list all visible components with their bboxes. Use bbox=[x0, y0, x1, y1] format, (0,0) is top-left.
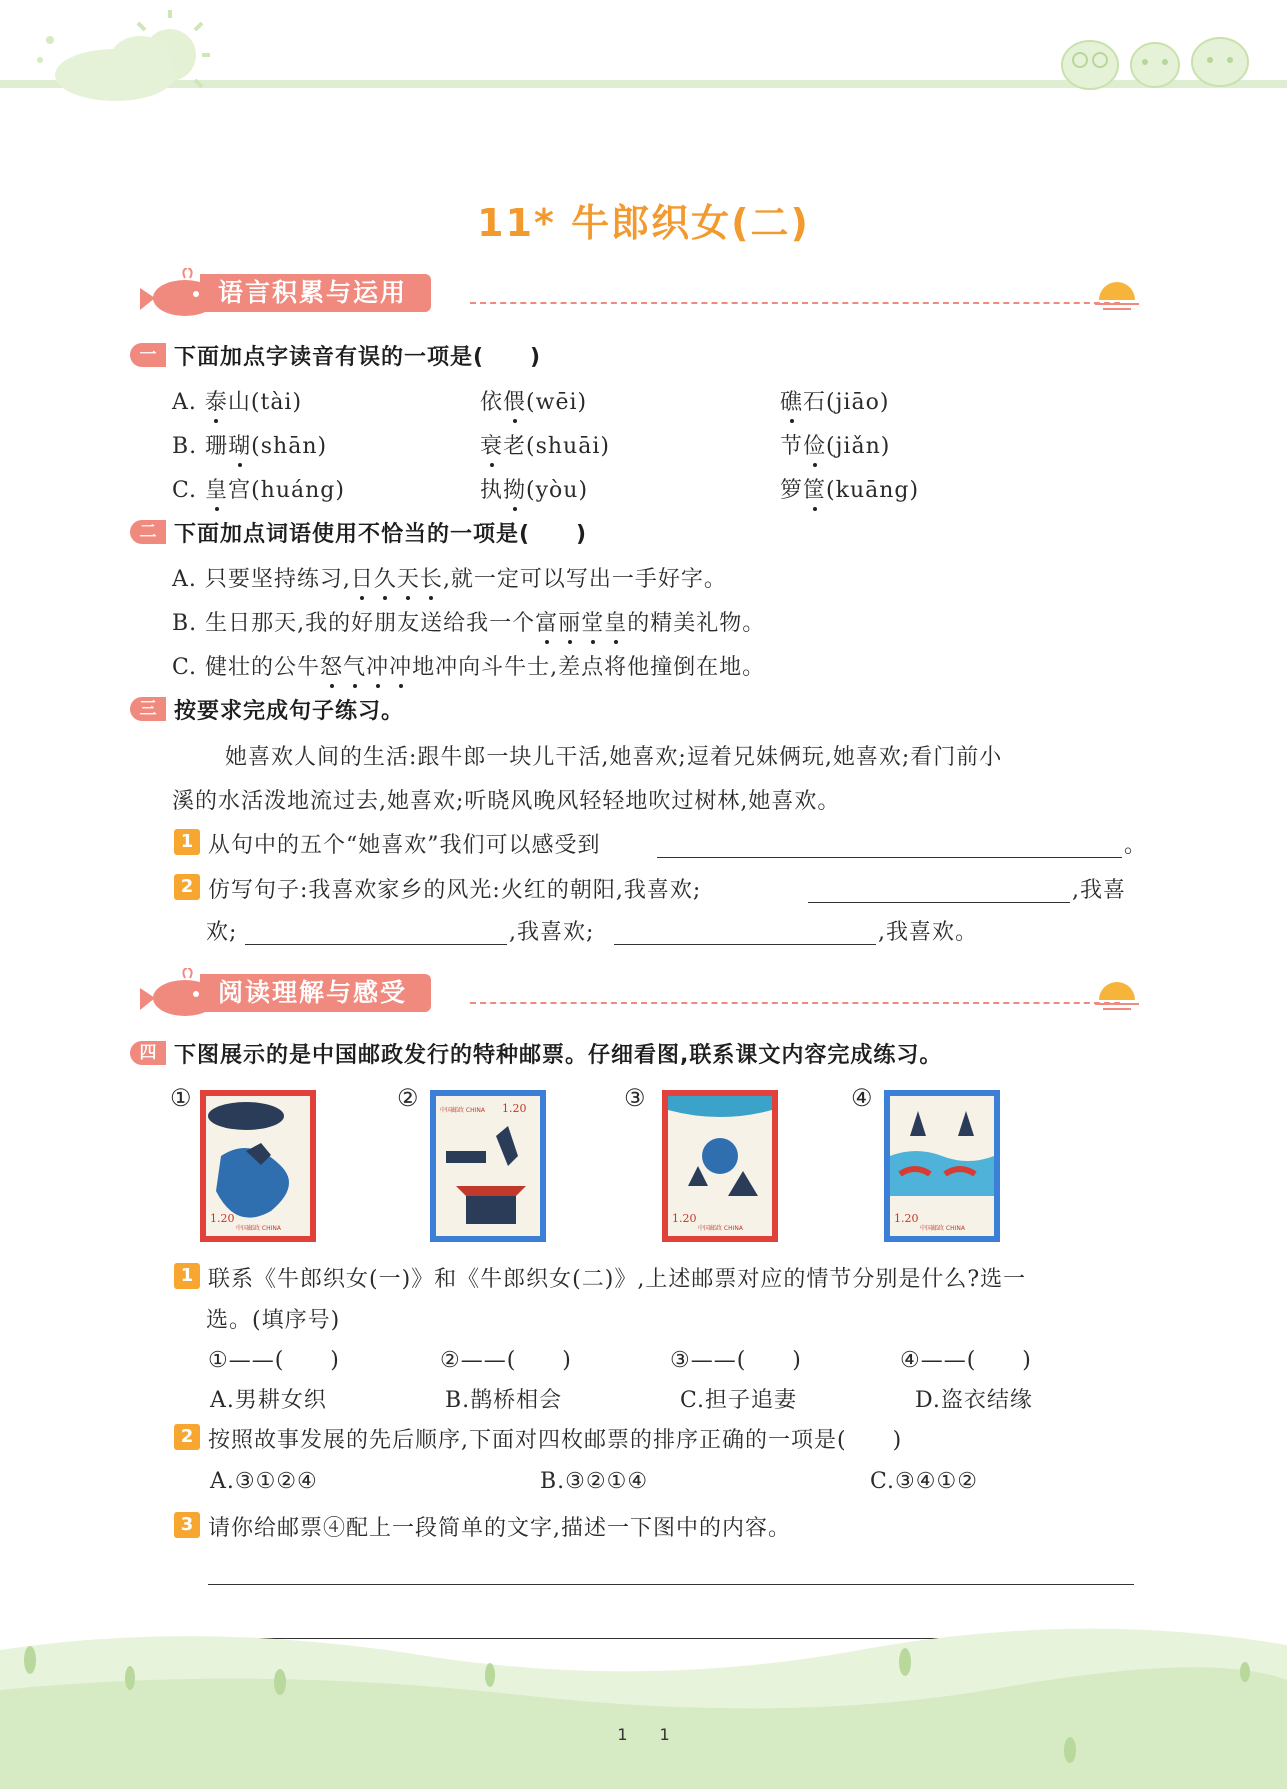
q1-b1: B. 珊瑚(shān) bbox=[172, 429, 327, 460]
svg-text:中国邮政 CHINA: 中国邮政 CHINA bbox=[236, 1225, 281, 1232]
question-prompt: 下图展示的是中国邮政发行的特种邮票。仔细看图,联系课文内容完成练习。 bbox=[174, 1043, 943, 1068]
writing-line[interactable] bbox=[208, 1583, 1134, 1585]
punctuation: 。 bbox=[1124, 833, 1148, 858]
stamp-3 bbox=[662, 1090, 778, 1242]
question-prompt: 按要求完成句子练习。 bbox=[174, 699, 405, 724]
sub-question-number: 2 bbox=[174, 874, 200, 900]
svg-text:中国邮政 CHINA: 中国邮政 CHINA bbox=[698, 1225, 743, 1232]
clouds-figures-illustration bbox=[206, 1096, 310, 1236]
sub-question-text: ,我喜 bbox=[1072, 878, 1126, 903]
answer-blank[interactable] bbox=[614, 943, 876, 945]
question-prompt: 下面加点词语使用不恰当的一项是( ) bbox=[174, 522, 588, 547]
svg-text:1.20: 1.20 bbox=[502, 1102, 527, 1115]
stamp-label: ① bbox=[170, 1084, 192, 1112]
answer-blank[interactable] bbox=[245, 943, 507, 945]
svg-text:中国邮政 CHINA: 中国邮政 CHINA bbox=[920, 1225, 965, 1232]
match-pair[interactable]: ④——( ) bbox=[900, 1348, 1032, 1373]
sun-cloud-icon bbox=[20, 10, 210, 110]
passage-line: 溪的水活泼地流过去,她喜欢;听晓风晚风轻轻地吹过树林,她喜欢。 bbox=[172, 789, 841, 814]
order-option[interactable]: C.③④①② bbox=[870, 1469, 978, 1494]
sub-question-text: ,我喜欢。 bbox=[878, 920, 978, 945]
sub-question-text: 联系《牛郎织女(一)》和《牛郎织女(二)》,上述邮票对应的情节分别是什么?选一 bbox=[208, 1267, 1027, 1292]
match-option: B.鹊桥相会 bbox=[445, 1388, 563, 1413]
match-option: D.盗衣结缘 bbox=[915, 1388, 1033, 1413]
sub-question-text: 从句中的五个“她喜欢”我们可以感受到 bbox=[208, 833, 601, 858]
sunset-icon bbox=[1095, 282, 1139, 312]
question-number-badge: 一 bbox=[130, 343, 166, 367]
svg-text:1.20: 1.20 bbox=[672, 1212, 697, 1225]
question-prompt: 下面加点字读音有误的一项是( ) bbox=[174, 345, 542, 370]
q1-c1: C. 皇宫(huáng) bbox=[172, 473, 345, 504]
q1-b2: 衰老(shuāi) bbox=[480, 429, 610, 460]
passage-line: 她喜欢人间的生活:跟牛郎一块儿干活,她喜欢;逗着兄妹俩玩,她喜欢;看门前小 bbox=[225, 745, 1003, 770]
question-number-badge: 三 bbox=[130, 697, 166, 721]
order-option[interactable]: B.③②①④ bbox=[540, 1469, 649, 1494]
sub-question-text: 仿写句子:我喜欢家乡的风光:火红的朝阳,我喜欢; bbox=[208, 878, 702, 903]
sub-question-text: 按照故事发展的先后顺序,下面对四枚邮票的排序正确的一项是( ) bbox=[208, 1428, 903, 1453]
match-pair[interactable]: ②——( ) bbox=[440, 1348, 572, 1373]
svg-text:1.20: 1.20 bbox=[210, 1212, 235, 1225]
answer-blank[interactable] bbox=[808, 901, 1070, 903]
match-pair[interactable]: ①——( ) bbox=[208, 1348, 340, 1373]
stamp-label: ④ bbox=[851, 1084, 873, 1112]
q1-c2: 执拗(yòu) bbox=[480, 473, 588, 504]
page-number: 1 1 bbox=[617, 1725, 670, 1744]
stamp-4 bbox=[884, 1090, 1000, 1242]
sub-question-text: 选。(填序号) bbox=[206, 1308, 341, 1333]
question-number-badge: 二 bbox=[130, 520, 166, 544]
answer-blank[interactable] bbox=[657, 856, 1122, 858]
sub-question-number: 1 bbox=[174, 829, 200, 855]
q2-option-b: B. 生日那天,我的好朋友送给我一个富丽堂皇的精美礼物。 bbox=[172, 606, 765, 637]
svg-text:1.20: 1.20 bbox=[894, 1212, 919, 1225]
question-number-badge: 四 bbox=[130, 1041, 166, 1065]
q1-a1: A. 泰山(tài) bbox=[172, 385, 302, 416]
q2-option-a: A. 只要坚持练习,日久天长,就一定可以写出一手好字。 bbox=[172, 562, 727, 593]
q1-c3: 箩筐(kuāng) bbox=[780, 473, 919, 504]
cartoon-animals-icon bbox=[1060, 20, 1270, 90]
stamp-label: ③ bbox=[624, 1084, 646, 1112]
svg-text:中国邮政 CHINA: 中国邮政 CHINA bbox=[440, 1107, 485, 1114]
stamp-1 bbox=[200, 1090, 316, 1242]
section-divider bbox=[470, 302, 1120, 304]
q1-a3: 礁石(jiāo) bbox=[780, 385, 889, 416]
q1-b3: 节俭(jiǎn) bbox=[780, 429, 890, 460]
sunset-icon bbox=[1095, 982, 1139, 1012]
footer-hills-illustration bbox=[0, 1610, 1287, 1789]
stamp-2 bbox=[430, 1090, 546, 1242]
section-divider bbox=[470, 1002, 1120, 1004]
section-banner-reading bbox=[130, 968, 1140, 1018]
match-option: A.男耕女织 bbox=[210, 1388, 327, 1413]
sub-question-number: 2 bbox=[174, 1424, 200, 1450]
farming-weaving-illustration bbox=[436, 1096, 540, 1236]
match-option: C.担子追妻 bbox=[680, 1388, 798, 1413]
section-title: 语言积累与运用 bbox=[200, 274, 431, 312]
sub-question-number: 1 bbox=[174, 1263, 200, 1289]
sub-question-text: 欢; bbox=[206, 920, 238, 945]
order-option[interactable]: A.③①②④ bbox=[210, 1469, 318, 1494]
section-banner-language bbox=[130, 268, 1140, 318]
stamp-label: ② bbox=[397, 1084, 419, 1112]
magpie-bridge-illustration bbox=[890, 1096, 994, 1236]
page-title: 11* 牛郎织女(二) bbox=[477, 201, 810, 245]
q1-a2: 依偎(wēi) bbox=[480, 385, 587, 416]
chasing-wife-illustration bbox=[668, 1096, 772, 1236]
q2-option-c: C. 健壮的公牛怒气冲冲地冲向斗牛士,差点将他撞倒在地。 bbox=[172, 650, 765, 681]
sub-question-text: 请你给邮票④配上一段简单的文字,描述一下图中的内容。 bbox=[208, 1516, 791, 1541]
sub-question-number: 3 bbox=[174, 1512, 200, 1538]
section-title: 阅读理解与感受 bbox=[200, 974, 431, 1012]
match-pair[interactable]: ③——( ) bbox=[670, 1348, 802, 1373]
sub-question-text: ,我喜欢; bbox=[509, 920, 595, 945]
